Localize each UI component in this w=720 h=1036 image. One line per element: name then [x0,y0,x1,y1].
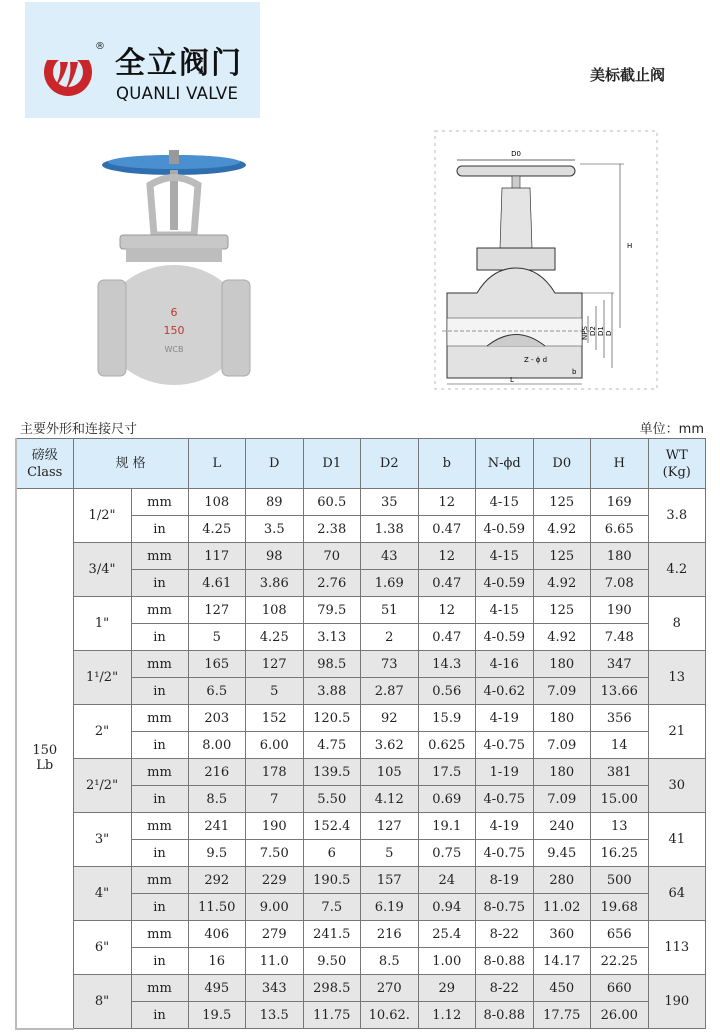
label-d0: D0 [511,150,521,158]
value-cell: 5 [246,678,304,705]
photo-size-mark: 6 [170,306,178,319]
value-cell: 406 [188,921,246,948]
value-cell: 450 [533,975,591,1002]
value-cell: 360 [533,921,591,948]
value-cell: 125 [533,597,591,624]
value-cell: 8-22 [476,975,534,1002]
size-cell: 1¹/2" [73,651,131,705]
value-cell: 92 [361,705,419,732]
table-header-row [16,439,720,489]
value-cell: 8.5 [188,786,246,813]
value-cell: 1.00 [418,948,476,975]
value-cell: 190.5 [303,867,361,894]
value-cell: 1-19 [476,759,534,786]
value-cell: 4.92 [533,624,591,651]
value-cell: 5 [361,840,419,867]
value-cell: 4.12 [361,786,419,813]
unit-cell: mm [131,597,188,624]
value-cell: 5.50 [303,786,361,813]
value-cell: 180 [591,543,649,570]
label-nps: NPS [581,326,589,340]
value-cell: 2 [361,624,419,651]
value-cell: 125 [533,543,591,570]
value-cell: 347 [591,651,649,678]
table-row [16,813,720,840]
value-cell: 6.65 [591,516,649,543]
value-cell: 229 [246,867,304,894]
unit-cell: in [131,1002,188,1029]
company-logo [25,2,260,118]
header-spec: 规 格 [73,439,188,489]
value-cell: 16 [188,948,246,975]
unit-cell: in [131,570,188,597]
value-cell: 0.47 [418,516,476,543]
size-cell: 8" [73,975,131,1029]
value-cell: 9.50 [303,948,361,975]
table-row [16,651,720,678]
unit-label: 单位：mm [639,422,704,437]
value-cell: 656 [591,921,649,948]
valve-dimension-drawing [432,128,662,393]
unit-cell: in [131,948,188,975]
header-wt-unit: (Kg) [662,464,691,480]
value-cell: 203 [188,705,246,732]
value-cell: 8-19 [476,867,534,894]
value-cell: 8.00 [188,732,246,759]
size-cell: 3/4" [73,543,131,597]
header-col: N-ϕd [476,439,534,489]
table-row [16,597,720,624]
value-cell: 4-15 [476,543,534,570]
value-cell: 180 [533,651,591,678]
table-row [16,921,720,948]
value-cell: 15.9 [418,705,476,732]
unit-cell: in [131,732,188,759]
value-cell: 356 [591,705,649,732]
unit-cell: mm [131,759,188,786]
value-cell: 22.25 [591,948,649,975]
unit-cell: mm [131,813,188,840]
value-cell: 4.92 [533,516,591,543]
value-cell: 125 [533,489,591,516]
value-cell: 108 [246,597,304,624]
value-cell: 7.09 [533,786,591,813]
unit-cell: mm [131,489,188,516]
size-cell: 2" [73,705,131,759]
value-cell: 6.5 [188,678,246,705]
value-cell: 98 [246,543,304,570]
value-cell: 4.61 [188,570,246,597]
unit-cell: mm [131,975,188,1002]
value-cell: 35 [361,489,419,516]
value-cell: 178 [246,759,304,786]
value-cell: 7.50 [246,840,304,867]
value-cell: 14.3 [418,651,476,678]
value-cell: 60.5 [303,489,361,516]
value-cell: 5 [188,624,246,651]
value-cell: 3.62 [361,732,419,759]
weight-cell: 30 [648,759,706,813]
table-row [16,543,720,570]
value-cell: 4-19 [476,705,534,732]
value-cell: 24 [418,867,476,894]
value-cell: 190 [591,597,649,624]
class-unit: Lb [36,758,54,774]
value-cell: 4-0.59 [476,570,534,597]
table-row [16,867,720,894]
value-cell: 381 [591,759,649,786]
value-cell: 14.17 [533,948,591,975]
value-cell: 98.5 [303,651,361,678]
value-cell: 240 [533,813,591,840]
value-cell: 43 [361,543,419,570]
value-cell: 11.50 [188,894,246,921]
value-cell: 4-0.59 [476,624,534,651]
value-cell: 8-0.88 [476,1002,534,1029]
header-col: b [418,439,476,489]
label-d: D [605,330,613,336]
header-class-cn: 磅级 [31,447,58,463]
header-class-en: Class [27,464,63,480]
value-cell: 216 [188,759,246,786]
value-cell: 12 [418,597,476,624]
value-cell: 292 [188,867,246,894]
value-cell: 105 [361,759,419,786]
value-cell: 79.5 [303,597,361,624]
value-cell: 11.02 [533,894,591,921]
weight-cell: 190 [648,975,706,1029]
value-cell: 89 [246,489,304,516]
label-h: H [627,242,633,250]
size-cell: 1" [73,597,131,651]
value-cell: 1.38 [361,516,419,543]
value-cell: 8-22 [476,921,534,948]
unit-cell: in [131,786,188,813]
size-cell: 3" [73,813,131,867]
value-cell: 11.75 [303,1002,361,1029]
value-cell: 8.5 [361,948,419,975]
value-cell: 127 [246,651,304,678]
value-cell: 120.5 [303,705,361,732]
value-cell: 4-15 [476,489,534,516]
value-cell: 139.5 [303,759,361,786]
value-cell: 2.87 [361,678,419,705]
value-cell: 279 [246,921,304,948]
value-cell: 270 [361,975,419,1002]
value-cell: 2.76 [303,570,361,597]
value-cell: 12 [418,489,476,516]
value-cell: 16.25 [591,840,649,867]
value-cell: 500 [591,867,649,894]
value-cell: 117 [188,543,246,570]
value-cell: 4-15 [476,597,534,624]
value-cell: 8-0.88 [476,948,534,975]
value-cell: 7.08 [591,570,649,597]
valve-photo [90,140,275,390]
value-cell: 14 [591,732,649,759]
value-cell: 7.5 [303,894,361,921]
value-cell: 7.48 [591,624,649,651]
logo-chinese-name: 全立阀门 [115,46,243,81]
value-cell: 10.62. [361,1002,419,1029]
header-col: D0 [533,439,591,489]
value-cell: 4-16 [476,651,534,678]
value-cell: 51 [361,597,419,624]
value-cell: 180 [533,705,591,732]
size-cell: 2¹/2" [73,759,131,813]
value-cell: 495 [188,975,246,1002]
unit-cell: mm [131,543,188,570]
value-cell: 3.86 [246,570,304,597]
value-cell: 157 [361,867,419,894]
value-cell: 6.19 [361,894,419,921]
value-cell: 0.75 [418,840,476,867]
value-cell: 660 [591,975,649,1002]
value-cell: 4-0.59 [476,516,534,543]
logo-english-name: QUANLI VALVE [116,84,239,103]
value-cell: 6.00 [246,732,304,759]
value-cell: 0.625 [418,732,476,759]
value-cell: 169 [591,489,649,516]
unit-cell: in [131,678,188,705]
header-col: D2 [361,439,419,489]
unit-cell: in [131,840,188,867]
value-cell: 26.00 [591,1002,649,1029]
header-class [16,439,73,489]
value-cell: 1.69 [361,570,419,597]
table-body [16,489,720,1029]
unit-cell: mm [131,921,188,948]
value-cell: 13.66 [591,678,649,705]
unit-cell: mm [131,651,188,678]
value-cell: 0.47 [418,624,476,651]
value-cell: 165 [188,651,246,678]
table-caption: 主要外形和连接尺寸 [20,422,138,437]
value-cell: 180 [533,759,591,786]
value-cell: 13 [591,813,649,840]
size-cell: 1/2" [73,489,131,543]
value-cell: 25.4 [418,921,476,948]
registered-mark: ® [95,41,105,52]
class-cell [16,489,73,1029]
value-cell: 12 [418,543,476,570]
value-cell: 29 [418,975,476,1002]
value-cell: 4-0.75 [476,786,534,813]
value-cell: 0.94 [418,894,476,921]
photo-material-mark: WCB [164,345,184,354]
value-cell: 9.45 [533,840,591,867]
value-cell: 0.69 [418,786,476,813]
weight-cell: 4.2 [648,543,706,597]
value-cell: 298.5 [303,975,361,1002]
value-cell: 127 [188,597,246,624]
value-cell: 7.09 [533,678,591,705]
value-cell: 73 [361,651,419,678]
value-cell: 7 [246,786,304,813]
table-row [16,489,720,516]
unit-cell: mm [131,705,188,732]
header-col: D [246,439,304,489]
value-cell: 3.13 [303,624,361,651]
weight-cell: 64 [648,867,706,921]
header-col: H [591,439,649,489]
value-cell: 343 [246,975,304,1002]
value-cell: 9.5 [188,840,246,867]
value-cell: 4.25 [246,624,304,651]
header-col: L [188,439,246,489]
value-cell: 280 [533,867,591,894]
label-z-phi-d: Z - ϕ d [524,356,548,364]
value-cell: 70 [303,543,361,570]
logo-emblem-icon [40,46,100,98]
table-row [16,759,720,786]
value-cell: 4-0.75 [476,840,534,867]
value-cell: 3.88 [303,678,361,705]
label-l: L [510,376,514,384]
value-cell: 8-0.75 [476,894,534,921]
size-cell: 6" [73,921,131,975]
weight-cell: 113 [648,921,706,975]
unit-cell: in [131,624,188,651]
value-cell: 3.5 [246,516,304,543]
value-cell: 17.5 [418,759,476,786]
value-cell: 216 [361,921,419,948]
value-cell: 13.5 [246,1002,304,1029]
value-cell: 0.47 [418,570,476,597]
header-col: D1 [303,439,361,489]
value-cell: 11.0 [246,948,304,975]
value-cell: 152.4 [303,813,361,840]
value-cell: 4.92 [533,570,591,597]
unit-cell: mm [131,867,188,894]
value-cell: 7.09 [533,732,591,759]
value-cell: 4.25 [188,516,246,543]
label-d2: D2 [589,326,597,336]
weight-cell: 41 [648,813,706,867]
photo-class-mark: 150 [163,324,185,337]
value-cell: 4-0.75 [476,732,534,759]
unit-cell: in [131,894,188,921]
value-cell: 6 [303,840,361,867]
value-cell: 241.5 [303,921,361,948]
weight-cell: 3.8 [648,489,706,543]
value-cell: 2.38 [303,516,361,543]
value-cell: 0.56 [418,678,476,705]
value-cell: 108 [188,489,246,516]
table-row [16,705,720,732]
value-cell: 17.75 [533,1002,591,1029]
value-cell: 4-0.62 [476,678,534,705]
value-cell: 127 [361,813,419,840]
value-cell: 1.12 [418,1002,476,1029]
label-b: b [572,368,577,376]
table-row [16,975,720,1002]
dimension-table [15,438,720,1030]
value-cell: 4.75 [303,732,361,759]
label-d1: D1 [597,326,605,336]
unit-cell: in [131,516,188,543]
weight-cell: 21 [648,705,706,759]
value-cell: 190 [246,813,304,840]
value-cell: 9.00 [246,894,304,921]
size-cell: 4" [73,867,131,921]
value-cell: 4-19 [476,813,534,840]
value-cell: 19.5 [188,1002,246,1029]
value-cell: 15.00 [591,786,649,813]
header-wt [648,439,706,489]
value-cell: 19.68 [591,894,649,921]
value-cell: 152 [246,705,304,732]
weight-cell: 8 [648,597,706,651]
page-title: 美标截止阀 [590,66,666,84]
value-cell: 19.1 [418,813,476,840]
weight-cell: 13 [648,651,706,705]
class-value: 150 [32,743,58,759]
header-wt-label: WT [665,447,688,463]
value-cell: 241 [188,813,246,840]
